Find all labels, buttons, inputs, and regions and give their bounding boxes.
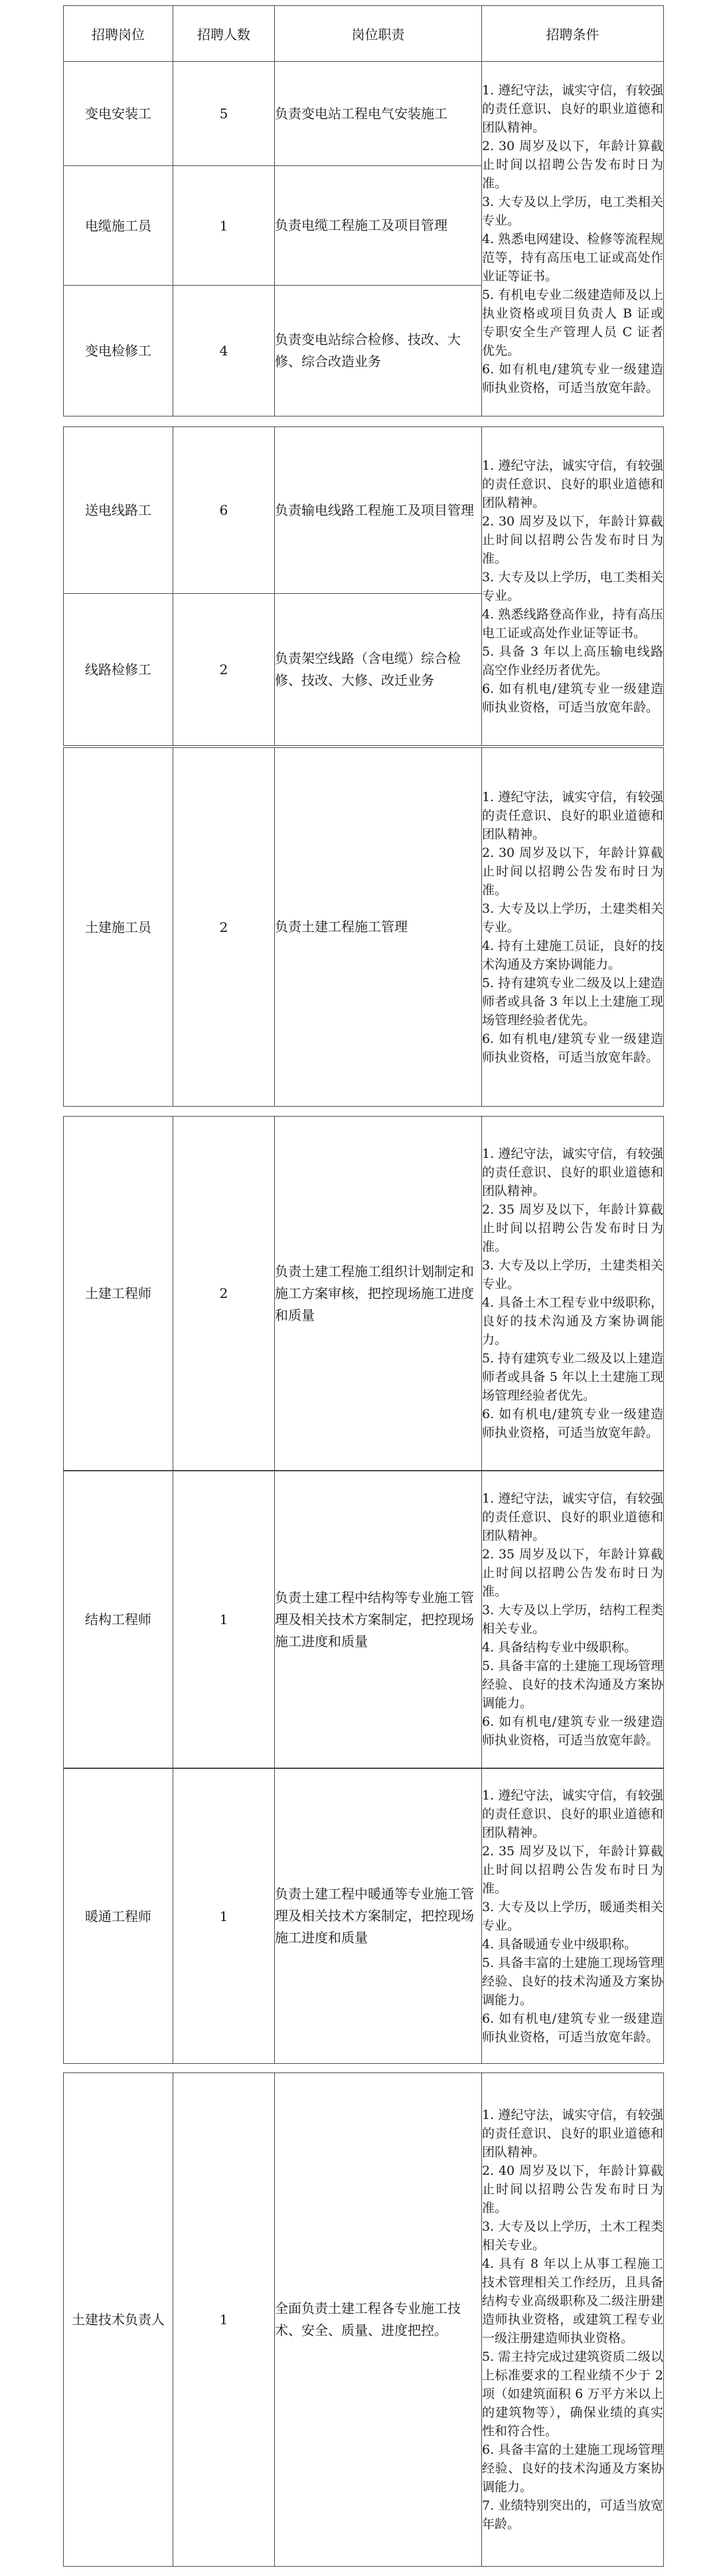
condition-item: 1. 遵纪守法，诚实守信，有较强的责任意识、良好的职业道德和团队精神。: [482, 1491, 663, 1543]
position-cell: 电缆施工员: [64, 166, 173, 286]
table-header-row: [64, 6, 664, 62]
count-cell: 6: [173, 427, 275, 594]
conditions-cell: [482, 2073, 664, 2567]
condition-item: 2. 40 周岁及以下，年龄计算截止时间以招聘公告发布时日为准。: [482, 2163, 663, 2215]
count-cell: 5: [173, 62, 275, 166]
conditions-cell: [482, 62, 664, 416]
condition-item: 2. 30 周岁及以下，年龄计算截止时间以招聘公告发布时日为准。: [482, 513, 663, 566]
duty-cell: 负责土建工程施工组织计划制定和施工方案审核，把控现场施工进度和质量: [275, 1117, 482, 1471]
job-block-table-3: [63, 747, 664, 1107]
position-cell: 变电安装工: [64, 62, 173, 166]
condition-item: 4. 持有土建施工员证，良好的技术沟通及方案协调能力。: [482, 938, 663, 972]
condition-item: 1. 遵纪守法，诚实守信，有较强的责任意识、良好的职业道德和团队精神。: [482, 1788, 663, 1840]
count-cell: 2: [173, 594, 275, 746]
position-cell: 暖通工程师: [64, 1769, 173, 2064]
condition-item: 4. 熟悉电网建设、检修等流程规范等，持有高压电工证或高处作业证等证书。: [482, 231, 663, 284]
conditions-cell: [482, 427, 664, 746]
condition-item: 4. 具备暖通专业中级职称。: [482, 1936, 637, 1952]
condition-item: 3. 大专及以上学历，电工类相关专业。: [482, 569, 663, 603]
condition-item: 5. 具备丰富的土建施工现场管理经验、良好的技术沟通及方案协调能力。: [482, 1955, 663, 2007]
condition-item: 7. 业绩特别突出的，可适当放宽年龄。: [482, 2498, 663, 2531]
col-header-position: 招聘岗位: [64, 6, 173, 62]
condition-item: 3. 大专及以上学历，电工类相关专业。: [482, 194, 663, 228]
condition-item: 4. 具备土木工程专业中级职称，良好的技术沟通及方案协调能力。: [482, 1295, 663, 1347]
position-cell: 土建施工员: [64, 748, 173, 1107]
duty-cell: 负责土建工程施工管理: [275, 748, 482, 1107]
condition-item: 3. 大专及以上学历，土建类相关专业。: [482, 1258, 663, 1291]
count-cell: 1: [173, 166, 275, 286]
condition-item: 2. 35 周岁及以下，年龄计算截止时间以招聘公告发布时日为准。: [482, 1547, 663, 1599]
duty-cell: 负责土建工程中结构等专业施工管理及相关技术方案制定，把控现场施工进度和质量: [275, 1471, 482, 1768]
condition-item: 2. 35 周岁及以下，年龄计算截止时间以招聘公告发布时日为准。: [482, 1202, 663, 1254]
condition-item: 2. 35 周岁及以下，年龄计算截止时间以招聘公告发布时日为准。: [482, 1843, 663, 1896]
table-row: [64, 1117, 664, 1471]
condition-item: 1. 遵纪守法，诚实守信，有较强的责任意识、良好的职业道德和团队精神。: [482, 789, 663, 842]
duty-cell: 负责电缆工程施工及项目管理: [275, 166, 482, 286]
count-cell: 4: [173, 286, 275, 416]
job-block-table-5: [63, 1471, 664, 1768]
job-block-table-6: [63, 1768, 664, 2064]
job-block-table-2: [63, 426, 664, 746]
condition-item: 4. 熟悉线路登高作业，持有高压电工证或高处作业证等证书。: [482, 606, 663, 640]
condition-item: 3. 大专及以上学历，暖通类相关专业。: [482, 1899, 663, 1933]
duty-cell: 负责变电站综合检修、技改、大修、综合改造业务: [275, 286, 482, 416]
table-row: [64, 1769, 664, 2064]
table-row: [64, 427, 664, 594]
count-cell: 2: [173, 1117, 275, 1471]
condition-item: 5. 有机电专业二级建造师及以上执业资格或项目负责人 B 证或专职安全生产管理人员 C 证者优先。: [482, 287, 663, 358]
duty-cell: 负责架空线路（含电缆）综合检修、技改、大修、改迁业务: [275, 594, 482, 746]
condition-item: 6. 如有机电/建筑专业一级建造师执业资格，可适当放宽年龄。: [482, 681, 663, 715]
col-header-conditions: 招聘条件: [482, 6, 664, 62]
condition-item: 5. 具备丰富的土建施工现场管理经验、良好的技术沟通及方案协调能力。: [482, 1659, 663, 1710]
col-header-count: 招聘人数: [173, 6, 275, 62]
condition-item: 1. 遵纪守法，诚实守信，有较强的责任意识、良好的职业道德和团队精神。: [482, 2108, 663, 2160]
table-row: [64, 1471, 664, 1768]
duty-cell: 负责变电站工程电气安装施工: [275, 62, 482, 166]
position-cell: 变电检修工: [64, 286, 173, 416]
table-row: [64, 62, 664, 166]
condition-item: 4. 具备结构专业中级职称。: [482, 1640, 637, 1655]
condition-item: 6. 具备丰富的土建施工现场管理经验、良好的技术沟通及方案协调能力。: [482, 2442, 663, 2494]
table-row: [64, 2073, 664, 2567]
condition-item: 4. 具有 8 年以上从事工程施工技术管理相关工作经历，且具备结构专业高级职称及二级注册建造师执业资格，或建筑工程专业一级注册建造师执业资格。: [482, 2256, 663, 2346]
condition-item: 2. 30 周岁及以下，年龄计算截止时间以招聘公告发布时日为准。: [482, 845, 663, 897]
duty-cell: 负责土建工程中暖通等专业施工管理及相关技术方案制定，把控现场施工进度和质量: [275, 1769, 482, 2064]
condition-item: 6. 如有机电/建筑专业一级建造师执业资格，可适当放宽年龄。: [482, 1714, 663, 1748]
job-block-table-4: [63, 1116, 664, 1471]
conditions-cell: [482, 1471, 664, 1768]
condition-item: 3. 大专及以上学历，土建类相关专业。: [482, 901, 663, 935]
count-cell: 1: [173, 2073, 275, 2567]
duty-cell: 全面负责土建工程各专业施工技术、安全、质量、进度把控。: [275, 2073, 482, 2567]
count-cell: 2: [173, 748, 275, 1107]
count-cell: 1: [173, 1769, 275, 2064]
job-block-table-7: [63, 2072, 664, 2567]
condition-item: 2. 30 周岁及以下，年龄计算截止时间以招聘公告发布时日为准。: [482, 138, 663, 191]
position-cell: 土建工程师: [64, 1117, 173, 1471]
table-row: [64, 748, 664, 1107]
condition-item: 1. 遵纪守法，诚实守信，有较强的责任意识、良好的职业道德和团队精神。: [482, 458, 663, 510]
condition-item: 3. 大专及以上学历，土木工程类相关专业。: [482, 2219, 663, 2253]
condition-item: 3. 大专及以上学历，结构工程类相关专业。: [482, 1603, 663, 1636]
condition-item: 5. 持有建筑专业二级及以上建造师者或具备 3 年以上土建施工现场管理经验者优先。: [482, 975, 663, 1028]
col-header-duty: 岗位职责: [275, 6, 482, 62]
conditions-cell: [482, 1769, 664, 2064]
position-cell: 线路检修工: [64, 594, 173, 746]
count-cell: 1: [173, 1471, 275, 1768]
condition-item: 5. 具备 3 年以上高压输电线路高空作业经历者优先。: [482, 644, 663, 678]
duty-cell: 负责输电线路工程施工及项目管理: [275, 427, 482, 594]
position-cell: 送电线路工: [64, 427, 173, 594]
position-cell: 土建技术负责人: [64, 2073, 173, 2567]
conditions-cell: [482, 1117, 664, 1471]
position-cell: 结构工程师: [64, 1471, 173, 1768]
condition-item: 6. 如有机电/建筑专业一级建造师执业资格，可适当放宽年龄。: [482, 361, 663, 395]
condition-item: 5. 需主持完成过建筑资质二级以上标准要求的工程业绩不少于 2 项（如建筑面积 6 万平方米以上的建筑物等），确保业绩的真实性和符合性。: [482, 2349, 663, 2438]
condition-item: 1. 遵纪守法，诚实守信，有较强的责任意识、良好的职业道德和团队精神。: [482, 1147, 663, 1198]
condition-item: 1. 遵纪守法，诚实守信，有较强的责任意识、良好的职业道德和团队精神。: [482, 82, 663, 135]
job-block-table-1: [63, 5, 664, 416]
condition-item: 5. 持有建筑专业二级及以上建造师者或具备 5 年以上土建施工现场管理经验者优先。: [482, 1351, 663, 1403]
conditions-cell: [482, 748, 664, 1107]
condition-item: 6. 如有机电/建筑专业一级建造师执业资格，可适当放宽年龄。: [482, 2011, 663, 2045]
condition-item: 6. 如有机电/建筑专业一级建造师执业资格，可适当放宽年龄。: [482, 1031, 663, 1065]
condition-item: 6. 如有机电/建筑专业一级建造师执业资格，可适当放宽年龄。: [482, 1407, 663, 1440]
